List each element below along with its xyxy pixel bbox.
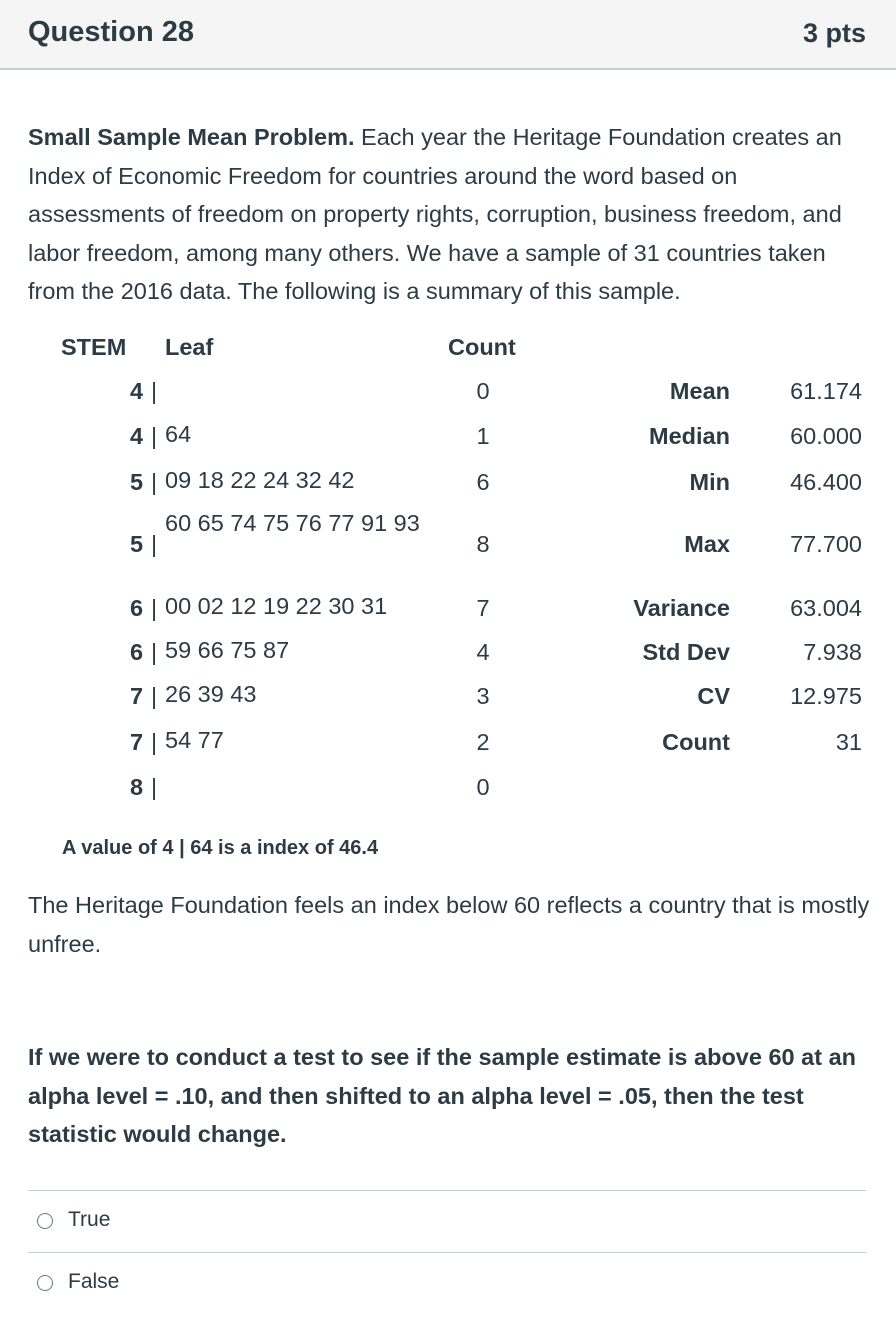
answer-label[interactable]: True xyxy=(68,1208,111,1231)
stem-cell: 7 xyxy=(130,683,144,709)
count-cell: 4 xyxy=(476,639,490,665)
leaf-header: Leaf xyxy=(165,334,214,360)
count-cell: 3 xyxy=(476,683,490,709)
answer-option-false[interactable] xyxy=(28,1252,866,1314)
count-header: Count xyxy=(448,334,516,360)
stat-value: 60.000 xyxy=(790,423,862,449)
stat-label: Median xyxy=(649,423,730,449)
stem-cell: 8 xyxy=(130,774,144,800)
stat-value: 31 xyxy=(835,729,862,755)
question-header xyxy=(0,0,896,70)
context-paragraph: The Heritage Foundation feels an index below 60 reflects a country that is mostly unfree. xyxy=(28,892,870,957)
leaf-cell: 59 66 75 87 xyxy=(165,637,290,663)
leaf-cell: 00 02 12 19 22 30 31 xyxy=(165,593,388,619)
stat-label: Variance xyxy=(633,595,730,621)
count-cell: 1 xyxy=(476,423,490,449)
intro-lead: Small Sample Mean Problem. xyxy=(28,124,355,150)
stem-separator: | xyxy=(151,469,158,495)
stat-value: 63.004 xyxy=(790,595,862,621)
question-title: Question 28 xyxy=(28,16,194,48)
stat-value: 12.975 xyxy=(790,683,862,709)
stat-label: Min xyxy=(689,469,730,495)
leaf-cell: 60 65 74 75 76 77 91 93 xyxy=(165,510,420,536)
answer-label[interactable]: False xyxy=(68,1270,120,1293)
stat-label: Count xyxy=(662,729,730,755)
stat-value: 46.400 xyxy=(790,469,862,495)
stat-value: 7.938 xyxy=(803,639,862,665)
stat-label: Std Dev xyxy=(642,639,730,665)
leaf-cell: 54 77 xyxy=(165,727,224,753)
stem-separator: | xyxy=(151,531,158,557)
count-cell: 0 xyxy=(476,774,490,800)
stem-separator: | xyxy=(151,639,158,665)
stat-label: Mean xyxy=(669,378,730,404)
stem-header: STEM xyxy=(61,334,127,360)
count-cell: 2 xyxy=(476,729,490,755)
count-cell: 8 xyxy=(476,531,490,557)
stem-cell: 7 xyxy=(130,729,144,755)
stat-value: 77.700 xyxy=(790,531,862,557)
stem-cell: 6 xyxy=(130,639,144,665)
radio-button[interactable] xyxy=(37,1213,53,1229)
stat-value: 61.174 xyxy=(790,378,862,404)
leaf-cell: 26 39 43 xyxy=(165,681,257,707)
stat-label: Max xyxy=(684,531,730,557)
stem-separator: | xyxy=(151,423,158,449)
stem-leaf-key-note: A value of 4 | 64 is a index of 46.4 xyxy=(62,837,379,859)
stem-cell: 4 xyxy=(130,378,144,404)
stem-cell: 5 xyxy=(130,469,144,495)
radio-button[interactable] xyxy=(37,1275,53,1291)
question-points: 3 pts xyxy=(802,18,866,48)
leaf-cell: 64 xyxy=(165,421,192,447)
stem-separator: | xyxy=(151,774,158,800)
stem-cell: 5 xyxy=(130,531,144,557)
stat-label: CV xyxy=(697,683,730,709)
stem-separator: | xyxy=(151,378,158,404)
answer-option-true[interactable] xyxy=(28,1190,866,1252)
intro-paragraph xyxy=(28,118,873,311)
count-cell: 6 xyxy=(476,469,490,495)
count-cell: 0 xyxy=(476,378,490,404)
stem-separator: | xyxy=(151,683,158,709)
stem-separator: | xyxy=(151,729,158,755)
question-statement: If we were to conduct a test to see if the sample estimate is above 60 at an alpha level = .10, and then shifted to an alpha level = .05, then the test statistic would change. xyxy=(28,1044,856,1147)
leaf-cell: 09 18 22 24 32 42 xyxy=(165,467,355,493)
stem-cell: 6 xyxy=(130,595,144,621)
stem-cell: 4 xyxy=(130,423,144,449)
count-cell: 7 xyxy=(476,595,490,621)
stem-separator: | xyxy=(151,595,158,621)
intro-text: Each year the Heritage Foundation creates an Index of Economic Freedom for countries around the word based on assessments of freedom on property rights, corruption, business freedom, and labor freedom, among many others. We have a sample of 31 countries taken from the 2016 data. The following is a summary of this sample. xyxy=(28,124,842,304)
answer-list xyxy=(28,1190,866,1314)
